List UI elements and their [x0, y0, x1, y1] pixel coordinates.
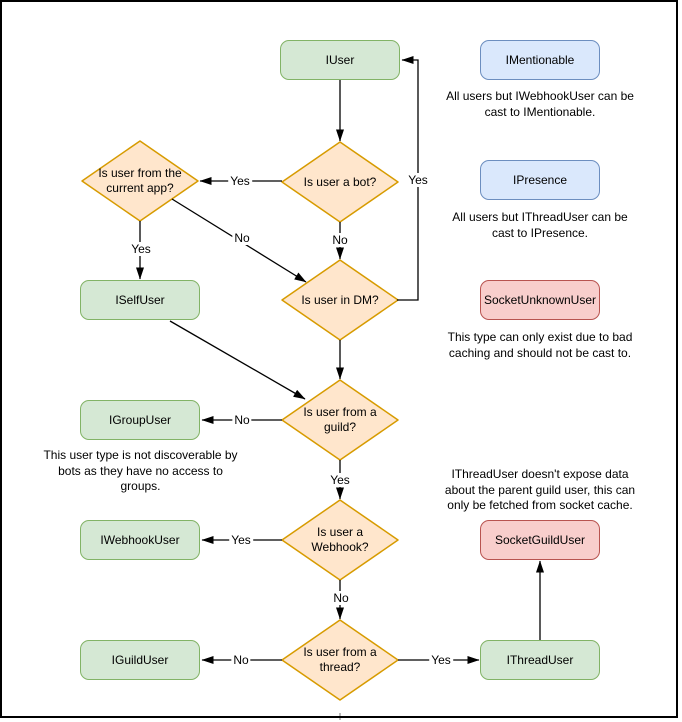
edge-label-guild-yes: Yes — [330, 473, 350, 487]
decision-is-guild-label: Is user from a guild? — [303, 405, 377, 434]
node-imentionable: IMentionable — [480, 40, 600, 80]
decision-is-webhook-label: Is user a Webhook? — [311, 525, 369, 554]
node-iuser: IUser — [280, 40, 400, 80]
note-socketguilduser — [430, 467, 650, 514]
decision-is-current-app-label: Is user from the current app? — [98, 166, 182, 195]
node-socketguilduser: SocketGuildUser — [480, 520, 600, 560]
note-line: cast to IMentionable. — [484, 104, 596, 119]
note-socketunknownuser — [430, 330, 650, 361]
node-iwebhookuser: IWebhookUser — [80, 520, 200, 560]
note-line: This user type is not discoverable by — [43, 448, 238, 462]
edge-label-thread-no: No — [233, 653, 249, 667]
node-igroupuser: IGroupUser — [80, 400, 200, 440]
node-socketunknownuser: SocketUnknownUser — [480, 280, 600, 320]
edge-label-bot-yes: Yes — [230, 174, 250, 188]
edge-label-thread-yes: Yes — [431, 653, 451, 667]
node-ipresence: IPresence — [480, 160, 600, 200]
note-line: groups. — [120, 479, 161, 493]
note-igroupuser — [23, 448, 258, 495]
edge-label-bot-no: No — [332, 233, 348, 247]
note-line: only be fetched from socket cache. — [447, 498, 633, 512]
decision-is-dm-label: Is user in DM? — [301, 292, 379, 307]
note-line: IThreadUser doesn't expose data — [451, 467, 629, 481]
edge-label-app-no: No — [234, 231, 250, 245]
node-ithreaduser: IThreadUser — [480, 640, 600, 680]
edge-iselfuser-to-isguild — [170, 321, 305, 399]
note-line: cast to IPresence. — [491, 225, 589, 240]
note-line: bots as they have no access to — [58, 463, 223, 478]
edge-label-app-yes: Yes — [131, 242, 151, 256]
note-line: This type can only exist due to bad — [447, 330, 633, 344]
node-iguilduser: IGuildUser — [80, 640, 200, 680]
decision-is-bot-label: Is user a bot? — [303, 174, 377, 189]
edge-label-webhook-yes: Yes — [231, 533, 251, 547]
note-line: All users but IThreadUser can be — [452, 210, 628, 224]
note-ipresence — [430, 210, 650, 241]
note-imentionable — [430, 89, 650, 120]
edge-label-webhook-no: No — [333, 591, 349, 605]
note-line: All users but IWebhookUser can be — [446, 89, 634, 103]
edge-label-dm-yes: Yes — [408, 173, 428, 187]
decision-is-thread-label: Is user from a thread? — [303, 645, 377, 674]
note-line: about the parent guild user, this can — [444, 482, 636, 497]
note-line: caching and should not be cast to. — [448, 345, 632, 360]
edge-label-guild-no: No — [234, 413, 250, 427]
node-iselfuser: ISelfUser — [80, 280, 200, 320]
